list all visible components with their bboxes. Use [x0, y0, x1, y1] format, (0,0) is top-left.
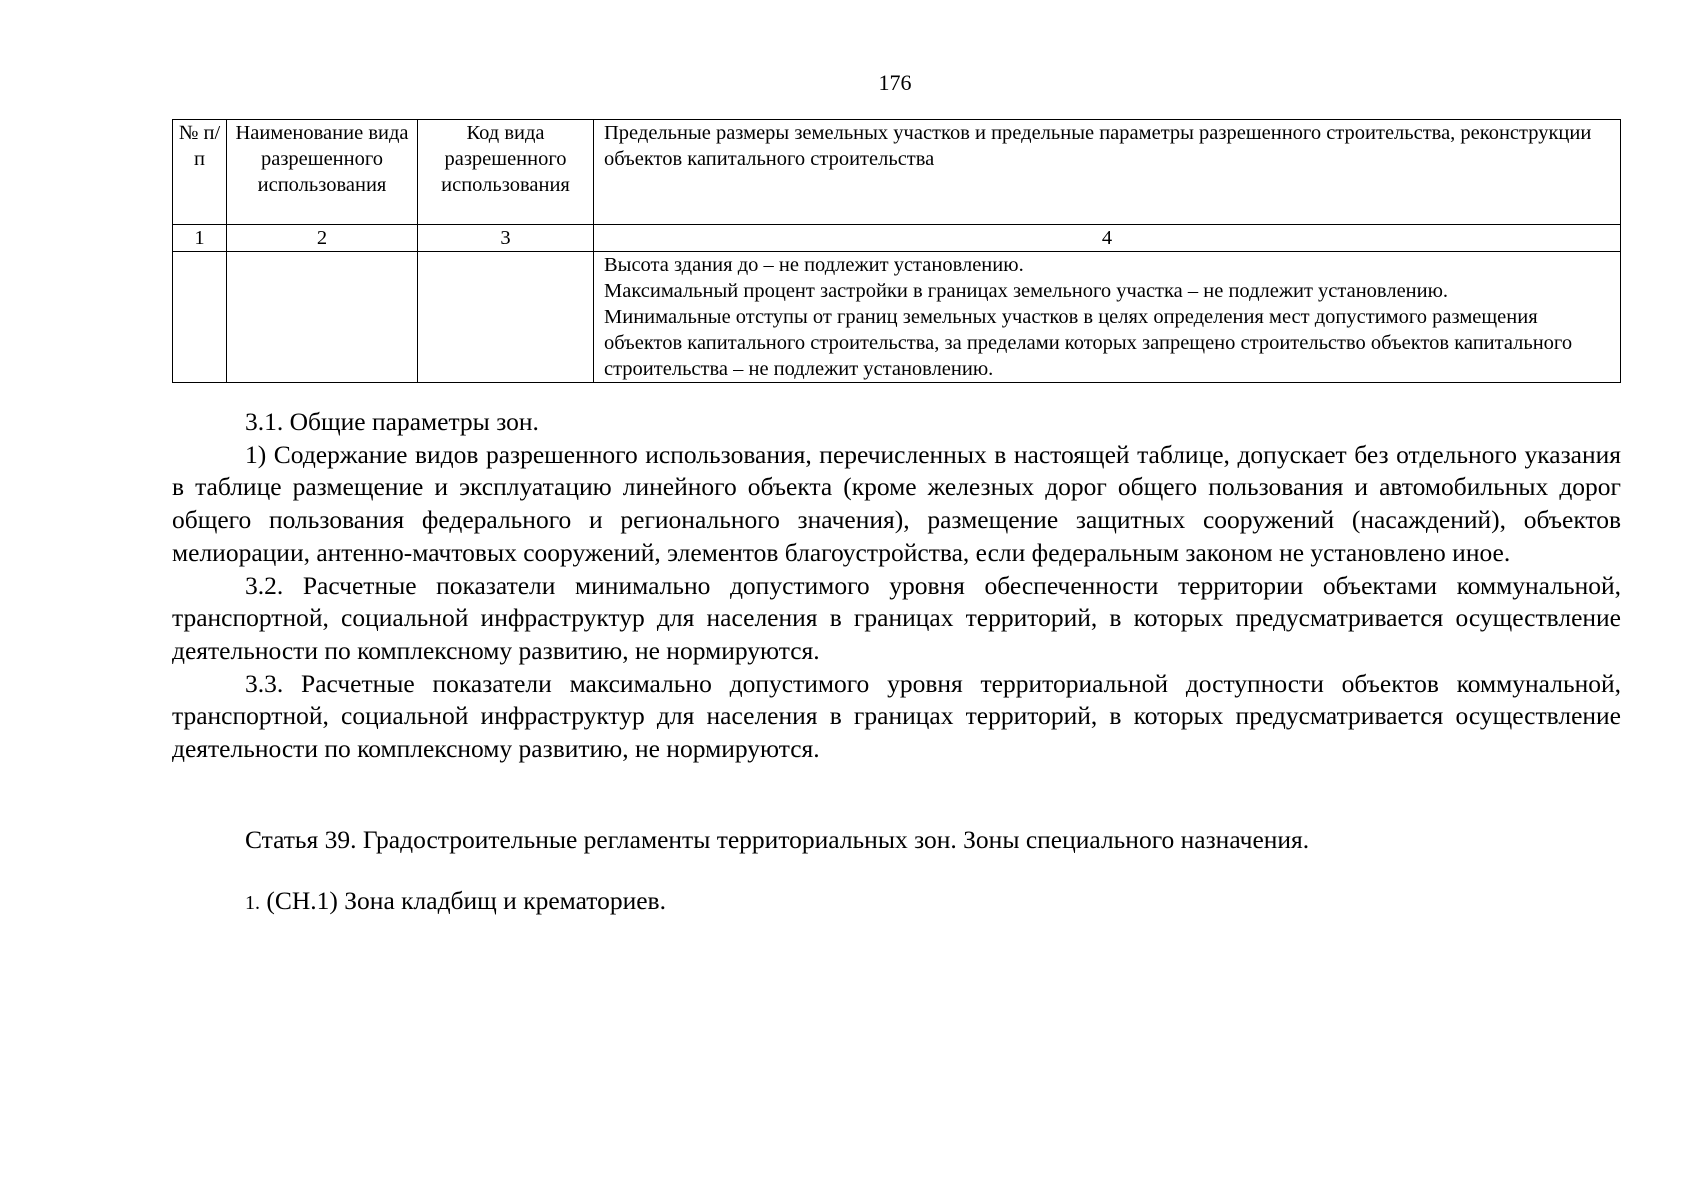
column-number-1: 1 — [173, 225, 227, 252]
article-heading: Статья 39. Градостроительные регламенты территориальных зон. Зоны специального назначения. — [245, 825, 1310, 854]
paragraph-1: 1) Содержание видов разрешенного использования, перечисленных в настоящей таблице, допускает без отдельного указания в таблице размещение и эксплуатацию линейного объекта (кроме железных дорог общего пользования и автомобильных дорог общего пользования федерального и регионального значения), размещение защитных сооружений (насаждений), объектов мелиорации, антенно-мачтовых сооружений, элементов благоустройства, если федеральным законом не установлено иное. — [172, 439, 1621, 567]
row-parameters-cell — [594, 252, 1621, 383]
header-number: № п/п — [173, 120, 227, 225]
column-number-2: 2 — [227, 225, 418, 252]
zone-item-text: (СН.1) Зона кладбищ и крематориев. — [266, 886, 666, 915]
header-use-name: Наименование вида разрешенного использования — [227, 120, 418, 225]
section-heading-3-1: 3.1. Общие параметры зон. — [245, 407, 539, 436]
table-numbering-row — [173, 225, 1621, 252]
column-number-3: 3 — [418, 225, 594, 252]
header-use-code: Код вида разрешенного использования — [418, 120, 594, 225]
parameter-building-height: Высота здания до – не подлежит установлению. — [604, 254, 1024, 276]
header-parameters: Предельные размеры земельных участков и предельные параметры разрешенного строительства, реконструкции объектов капитального строительства — [594, 120, 1621, 225]
parameter-max-coverage: Максимальный процент застройки в границах земельного участка – не подлежит установлению. — [604, 280, 1449, 302]
table-header-row — [173, 120, 1621, 225]
zone-item-number: 1. — [245, 892, 260, 914]
row-use-code-cell — [418, 252, 594, 383]
body-text — [172, 406, 1621, 766]
paragraph-3-2: 3.2. Расчетные показатели минимально допустимого уровня обеспеченности территории объектами коммунальной, транспортной, социальной инфраструктур для населения в границах территорий, в которых предусматривается осуществление деятельности по комплексному развитию, не нормируются. — [172, 570, 1621, 665]
table-row — [173, 252, 1621, 383]
row-use-name-cell — [227, 252, 418, 383]
zone-item — [245, 885, 666, 919]
parameter-min-setbacks: Минимальные отступы от границ земельных участков в целях определения мест допустимого размещения объектов капитального строительства, за пределами которых запрещено строительство объектов капитального строительства – не подлежит установлению. — [604, 306, 1573, 380]
paragraph-3-3: 3.3. Расчетные показатели максимально допустимого уровня территориальной доступности объектов коммунальной, транспортной, социальной инфраструктур для населения в границах территорий, в которых предусматривается осуществление деятельности по комплексному развитию, не нормируются. — [172, 668, 1621, 764]
page-number: 176 — [878, 70, 912, 95]
row-number-cell — [173, 252, 227, 383]
column-number-4: 4 — [594, 225, 1621, 252]
regulation-table — [172, 119, 1621, 383]
